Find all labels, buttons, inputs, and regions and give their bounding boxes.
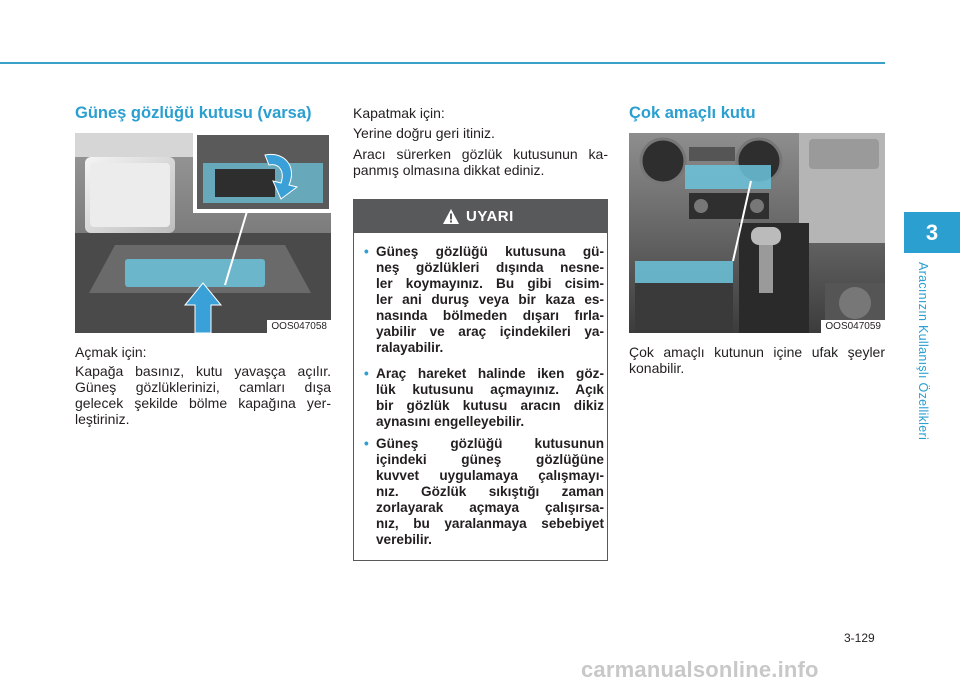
warning-item: • Güneş gözlüğü kutusunun içindeki güneş gözlüğüne kuvvet uygulamaya çalışmayı- nız. Gözlük sıkıştığı zaman zorlayarak açmaya çalışırsa- nız, bu yaralanmaya sebebiyet verebilir. bbox=[364, 436, 604, 547]
driving-caution-text: Aracı sürerken gözlük kutusunun ka- panmış olmasına dikkat ediniz. bbox=[353, 146, 608, 178]
warning-box bbox=[353, 199, 608, 561]
section-heading-multipurpose-box: Çok amaçlı kutu bbox=[629, 104, 756, 122]
holder-highlight bbox=[125, 259, 265, 287]
warning-triangle-icon bbox=[443, 209, 459, 224]
sunglass-holder-illustration bbox=[75, 133, 331, 333]
section-heading-sunglass-holder: Güneş gözlüğü kutusu (varsa) bbox=[75, 104, 312, 122]
close-instruction-label: Kapatmak için: bbox=[353, 105, 445, 121]
storage-highlight bbox=[685, 165, 771, 189]
multipurpose-box-illustration bbox=[629, 133, 885, 333]
watermark: carmanualsonline.info bbox=[581, 657, 819, 682]
warning-header bbox=[354, 200, 607, 233]
close-instruction-text: Yerine doğru geri itiniz. bbox=[353, 125, 495, 141]
sunglass-holder-photo bbox=[75, 133, 331, 333]
multipurpose-box-photo bbox=[629, 133, 885, 333]
page-number: 3-129 bbox=[844, 631, 875, 645]
open-instruction-text: Kapağa basınız, kutu yavaşça açılır. Güneş gözlüklerinizi, camları dışa gelecek şekilde bölme kapağına yer- leştiriniz. bbox=[75, 363, 331, 427]
warning-item: • Güneş gözlüğü kutusuna gü- neş gözlükleri dışında nesne- ler koymayınız. Bu gibi cisim- ler ani duruş veya bir kaza es- nasında bölmeden dışarı fırla- yabilir ve araç içindekileri ya- ralayabilir. bbox=[364, 244, 604, 355]
image-code: OOS047058 bbox=[267, 320, 331, 333]
bullet: • bbox=[364, 366, 369, 381]
warning-title: UYARI bbox=[466, 208, 514, 225]
bullet: • bbox=[364, 436, 369, 451]
top-rule bbox=[0, 62, 885, 64]
multipurpose-box-text: Çok amaçlı kutunun içine ufak şeyler konabilir. bbox=[629, 344, 885, 376]
open-instruction-label: Açmak için: bbox=[75, 344, 147, 360]
chapter-number-tab: 3 bbox=[904, 212, 960, 253]
image-code: OOS047059 bbox=[821, 320, 885, 333]
bullet: • bbox=[364, 244, 369, 259]
chapter-title-vertical: Aracınızın Kullanışlı Özellikleri bbox=[916, 262, 930, 441]
warning-item: • Araç hareket halinde iken göz- lük kutusunu açmayınız. Açık bir gözlük kutusu aracın dikiz aynasını engelleyebilir. bbox=[364, 366, 604, 429]
